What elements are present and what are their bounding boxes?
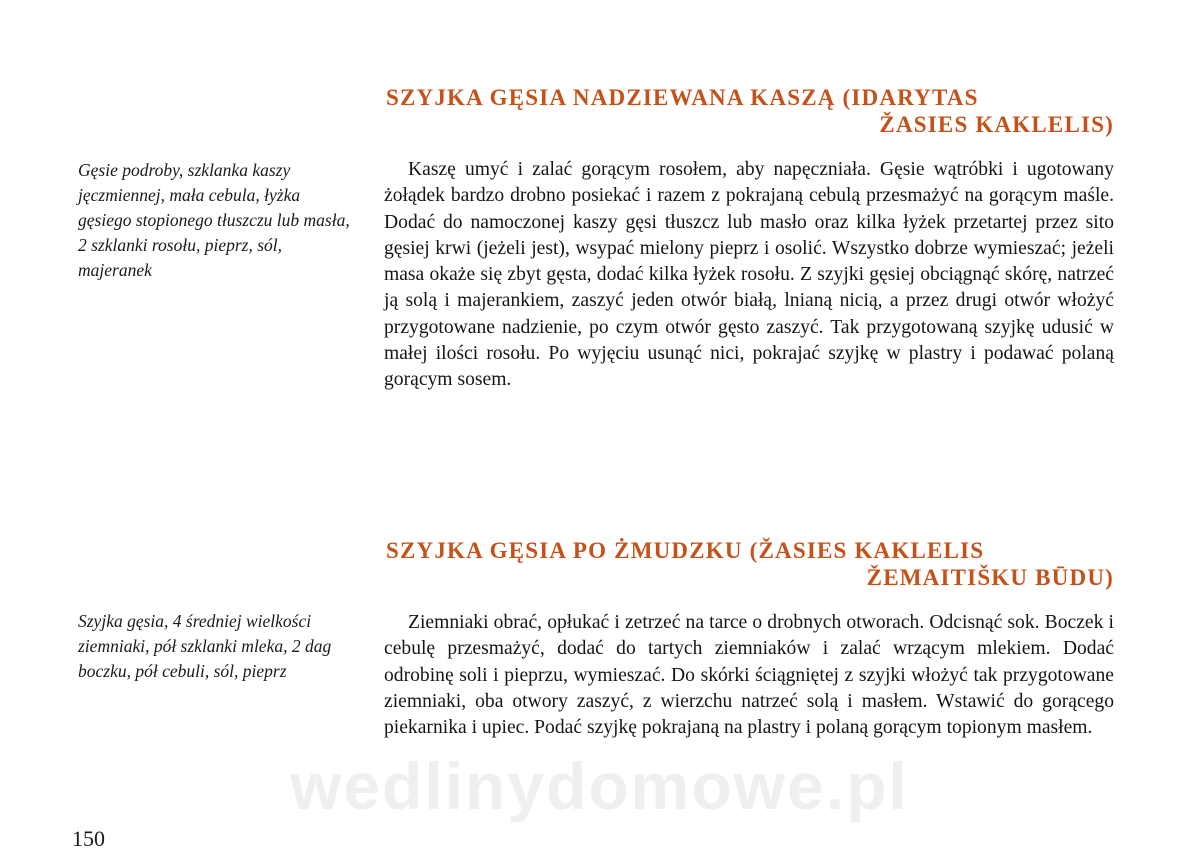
watermark: wedlinydomowe.pl [290,749,909,823]
recipe-title-2-line-1: SZYJKA GĘSIA PO ŻMUDZKU (ŽASIES KAKLELIS [386,538,985,563]
recipe-1-instructions [384,157,1114,394]
recipe-2-ingredients: Szyjka gęsia, 4 średniej wielkości ziemniaki, pół szklanki mleka, 2 dag boczku, pół cebuli, sól, pieprz [78,611,332,681]
recipe-1-ingredients: Gęsie podroby, szklanka kaszy jęczmiennej, mała cebula, łyżka gęsiego stopionego tłuszczu lub masła, 2 szklanki rosołu, pieprz, sól, majeranek [78,160,350,280]
recipe-title-2 [386,537,1114,591]
recipe-title-2-line-2: ŽEMAITIŠKU BŪDU) [866,565,1114,590]
recipe-1-instructions-text: Kaszę umyć i zalać gorącym rosołem, aby napęczniała. Gęsie wątróbki i ugotowany żołądek bardzo drobno posiekać i razem z pokrajaną cebulą przesmażyć na gorącym maśle. Dodać do namoczonej kaszy gęsi tłuszcz lub masło oraz kilka łyżek przetartej przez sito gęsiej krwi (jeżeli jest), wsypać mielony pieprz i osolić. Wszystko dobrze wymieszać; jeżeli masa okaże się zbyt gęsta, dodać kilka łyżek rosołu. Z szyjki gęsiej obciągnąć skórę, natrzeć ją solą i majerankiem, zaszyć jeden otwór białą, lnianą nicią, a przez drugi otwór włożyć przygotowane nadzienie, po czym otwór gęsto zaszyć. Tak przygotowaną szyjkę udusić w małej ilości rosołu. Po wyjęciu usunąć nici, pokrajać szyjkę w plastry i podawać polaną gorącym sosem. [384,159,1114,391]
recipe-title-1 [386,84,1114,138]
recipe-title-1-line-1: SZYJKA GĘSIA NADZIEWANA KASZĄ (IDARYTAS [386,85,979,110]
page-number: 150 [72,826,105,851]
recipe-2-instructions [384,610,1114,741]
recipe-2-instructions-text: Ziemniaki obrać, opłukać i zetrzeć na tarce o drobnych otworach. Odcisnąć sok. Boczek i cebulę przesmażyć, dodać do tartych ziemniaków i zalać wrzącym mlekiem. Dodać odrobinę soli i pieprzu, wymieszać. Do skórki ściągniętej z szyjki włożyć tak przygotowane ziemniaki, oba otwory zaszyć, z wierzchu natrzeć solą i masłem. Wstawić do gorącego piekarnika i upiec. Podać szyjkę pokrajaną na plastry i polaną gorącym topionym masłem. [384,612,1114,739]
recipe-title-1-line-2: ŽASIES KAKLELIS) [879,112,1114,137]
